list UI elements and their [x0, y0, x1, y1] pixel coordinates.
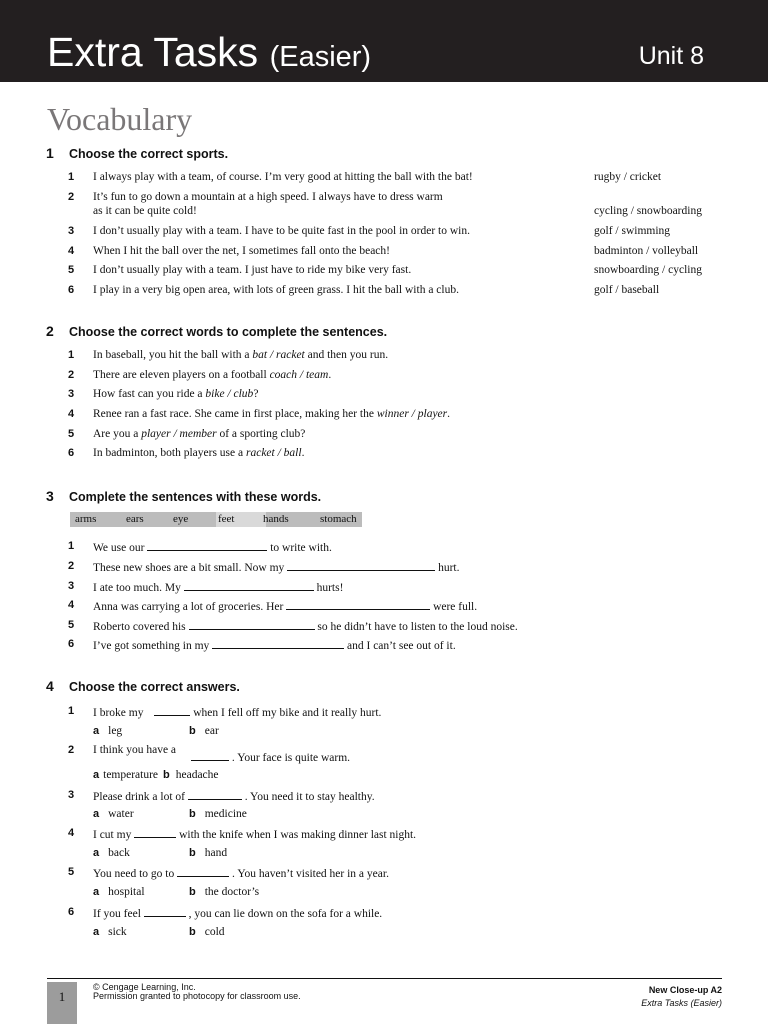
word-choice: player / member: [141, 428, 217, 440]
item-number: 2: [68, 369, 75, 381]
page-number: 1: [58, 989, 66, 1004]
item-number: 6: [68, 638, 75, 650]
item-text: It’s fun to go down a mountain at a high speed. I always have to dress warm: [93, 191, 443, 203]
sentence-end: with the knife when I was making dinner last night.: [176, 829, 417, 841]
option-b[interactable]: [189, 724, 219, 739]
answer-blank[interactable]: [286, 598, 430, 610]
sentence-end: , you can lie down on the sofa for a while.: [185, 908, 383, 920]
item-text: [93, 618, 518, 635]
option-text: temperature: [103, 769, 159, 781]
option-a[interactable]: [93, 925, 127, 940]
book-info: [641, 984, 722, 1010]
item-text: I always play with a team, of course. I’m very good at hitting the ball with the bat!: [93, 171, 473, 183]
option-text: hospital: [108, 886, 145, 898]
option-letter: b: [189, 808, 196, 820]
exercise-number: 1: [46, 145, 54, 161]
ex1-options: snowboarding / cycling: [594, 264, 702, 276]
sentence-end: and I can’t see out of it.: [344, 640, 456, 652]
option-text: headache: [175, 769, 219, 781]
sentence-end: . Your face is quite warm.: [229, 752, 351, 764]
sentence-start: I cut my: [93, 829, 135, 841]
exercise-number: 2: [46, 323, 54, 339]
option-letter: a: [93, 847, 100, 859]
option-text: water: [108, 808, 134, 820]
option-text: cold: [204, 926, 225, 938]
item-number: 1: [68, 705, 75, 717]
answer-blank[interactable]: [177, 865, 229, 877]
book-subtitle: Extra Tasks (Easier): [641, 998, 722, 1008]
page-number-box: [47, 982, 77, 1024]
sentence-end: . You haven’t visited her in a year.: [229, 868, 389, 880]
unit-label: Unit 8: [638, 42, 704, 70]
item-number: 4: [68, 827, 75, 839]
option-b[interactable]: [189, 807, 247, 822]
word-choice: racket / ball: [245, 447, 302, 459]
item-text: I don’t usually play with a team. I just have to ride my bike very fast.: [93, 264, 412, 276]
sentence-end: .: [447, 408, 451, 420]
ex1-options: golf / baseball: [594, 284, 660, 296]
sentence-end: so he didn’t have to listen to the loud noise.: [314, 621, 518, 633]
word-choice: bat / racket: [252, 349, 305, 361]
footer-divider: [47, 978, 722, 979]
sentence-end: ?: [253, 388, 259, 400]
option-letter: a: [93, 886, 100, 898]
sentence-end: .: [328, 369, 332, 381]
option-text: medicine: [204, 808, 247, 820]
ex1-options: rugby / cricket: [594, 171, 662, 183]
option-letter: a: [93, 808, 100, 820]
option-b[interactable]: [189, 846, 227, 861]
option-letter: b: [163, 769, 170, 781]
item-text: [93, 637, 456, 654]
item-number: 1: [68, 540, 75, 552]
exercise-1-heading: [46, 145, 228, 162]
word-box: [70, 512, 362, 527]
sentence-end: . You need it to stay healthy.: [241, 791, 375, 803]
sentence-start: Anna was carrying a lot of groceries. Her: [93, 601, 287, 613]
option-text: the doctor’s: [204, 886, 260, 898]
option-letter: a: [93, 725, 100, 737]
item-text: [93, 387, 258, 402]
answer-blank[interactable]: [154, 704, 190, 716]
title-text: Extra Tasks: [47, 29, 259, 75]
item-number: 2: [68, 191, 75, 203]
option-text: back: [108, 847, 130, 859]
sentence-start: I’ve got something in my: [93, 640, 213, 652]
item-text: When I hit the ball over the net, I sometimes fall onto the beach!: [93, 245, 390, 257]
sentence-end: to write with.: [267, 542, 332, 554]
item-text: [93, 539, 332, 556]
title-subtitle: (Easier): [269, 41, 372, 73]
item-text: [93, 348, 388, 363]
item-text: [93, 446, 304, 461]
ex1-options: badminton / volleyball: [594, 245, 699, 257]
page-header: [0, 0, 768, 82]
exercise-number: 4: [46, 678, 54, 694]
sentence-start: Please drink a lot of: [93, 791, 188, 803]
item-text: [93, 368, 331, 383]
answer-blank[interactable]: [147, 539, 267, 551]
item-number: 5: [68, 866, 75, 878]
section-title: Vocabulary: [47, 101, 193, 137]
sentence-start: I ate too much. My: [93, 582, 184, 594]
sentence-end: of a sporting club?: [216, 428, 306, 440]
word-box-item: stomach: [320, 513, 357, 525]
exercise-2-heading: [46, 323, 387, 340]
option-letter: b: [189, 847, 196, 859]
option-b[interactable]: [163, 768, 219, 783]
item-number: 6: [68, 447, 75, 459]
option-a[interactable]: [93, 724, 122, 739]
item-number: 5: [68, 619, 75, 631]
option-letter: b: [189, 926, 196, 938]
sentence-end: and then you run.: [304, 349, 389, 361]
sentence-start: Are you a: [93, 428, 142, 440]
answer-blank[interactable]: [134, 826, 176, 838]
ex1-options: golf / swimming: [594, 225, 671, 237]
option-text: leg: [108, 725, 123, 737]
item-number: 6: [68, 906, 75, 918]
sentence-end: hurt.: [435, 562, 460, 574]
option-a[interactable]: [93, 768, 158, 783]
word-choice: coach / team: [269, 369, 329, 381]
sentence-start: In baseball, you hit the ball with a: [93, 349, 253, 361]
item-number: 4: [68, 408, 75, 420]
sentence-start: You need to go to: [93, 868, 178, 880]
sentence-start: I think you have a: [93, 744, 177, 756]
sentence-start: In badminton, both players use a: [93, 447, 246, 459]
option-b[interactable]: [189, 925, 225, 940]
copyright-line: © Cengage Learning, Inc.: [93, 982, 196, 992]
option-b[interactable]: [189, 885, 259, 900]
sentence-start: These new shoes are a bit small. Now my: [93, 562, 288, 574]
exercise-4-heading: [46, 678, 240, 695]
page-title: [47, 30, 371, 79]
word-box-item: feet: [218, 513, 235, 525]
sentence-start: There are eleven players on a football: [93, 369, 270, 381]
word-choice: winner / player: [376, 408, 448, 420]
answer-blank[interactable]: [287, 559, 435, 571]
item-text: [93, 598, 477, 615]
sentence-end: were full.: [430, 601, 478, 613]
sentence-end: hurts!: [313, 582, 344, 594]
answer-blank[interactable]: [189, 618, 315, 630]
option-letter: b: [189, 725, 196, 737]
exercise-instruction: Complete the sentences with these words.: [69, 490, 322, 504]
ex1-options: cycling / snowboarding: [594, 205, 702, 217]
item-text: [93, 905, 382, 922]
item-number: 5: [68, 428, 75, 440]
item-text: I play in a very big open area, with lots of green grass. I hit the ball with a club.: [93, 284, 459, 296]
word-box-item: hands: [263, 513, 289, 525]
answer-blank[interactable]: [188, 788, 242, 800]
sentence-end: .: [301, 447, 305, 459]
sentence-start: Roberto covered his: [93, 621, 189, 633]
exercise-instruction: Choose the correct answers.: [69, 680, 240, 694]
option-a[interactable]: [93, 807, 134, 822]
item-number: 4: [68, 599, 75, 611]
word-box-item: eye: [173, 513, 189, 525]
item-number: 5: [68, 264, 75, 276]
exercise-number: 3: [46, 488, 54, 504]
word-box-item: ears: [126, 513, 144, 525]
copyright-notice: [93, 983, 301, 1001]
option-text: ear: [204, 725, 219, 737]
item-number: 2: [68, 560, 75, 572]
answer-blank[interactable]: [184, 579, 314, 591]
item-number: 1: [68, 171, 75, 183]
item-text: I don’t usually play with a team. I have to be quite fast in the pool in order to win.: [93, 225, 470, 237]
option-text: sick: [108, 926, 127, 938]
option-letter: a: [93, 769, 100, 781]
word-choice: bike / club: [205, 388, 254, 400]
item-text: [191, 749, 350, 766]
item-text: [93, 788, 375, 805]
sentence-start: If you feel: [93, 908, 144, 920]
option-a[interactable]: [93, 846, 130, 861]
sentence-start: I broke my: [93, 707, 147, 719]
item-number: 1: [68, 349, 75, 361]
sentence-end: when I fell off my bike and it really hurt.: [190, 707, 382, 719]
item-number: 3: [68, 789, 75, 801]
item-number: 3: [68, 388, 75, 400]
answer-blank[interactable]: [191, 749, 229, 761]
answer-blank[interactable]: [212, 637, 344, 649]
item-text: [93, 826, 416, 843]
item-text: [93, 579, 343, 596]
sentence-start: How fast can you ride a: [93, 388, 206, 400]
item-text: [93, 427, 305, 442]
exercise-instruction: Choose the correct words to complete the sentences.: [69, 325, 388, 339]
permission-line: Permission granted to photocopy for classroom use.: [93, 991, 301, 1001]
exercise-3-heading: [46, 488, 321, 505]
sentence-start: Renee ran a fast race. She came in first place, making her the: [93, 408, 377, 420]
item-text-continued: as it can be quite cold!: [93, 205, 197, 217]
answer-blank[interactable]: [144, 905, 186, 917]
option-text: hand: [204, 847, 228, 859]
option-letter: a: [93, 926, 100, 938]
item-text: [93, 743, 176, 758]
book-title: New Close-up A2: [648, 985, 722, 995]
sentence-start: We use our: [93, 542, 148, 554]
word-box-item: arms: [75, 513, 97, 525]
item-number: 3: [68, 225, 75, 237]
item-text: [93, 704, 381, 721]
item-text: [93, 559, 459, 576]
option-letter: b: [189, 886, 196, 898]
item-text: [93, 865, 389, 882]
item-number: 4: [68, 245, 75, 257]
exercise-instruction: Choose the correct sports.: [69, 147, 229, 161]
item-number: 6: [68, 284, 75, 296]
option-a[interactable]: [93, 885, 145, 900]
item-text: [93, 407, 450, 422]
item-number: 2: [68, 744, 75, 756]
item-number: 3: [68, 580, 75, 592]
